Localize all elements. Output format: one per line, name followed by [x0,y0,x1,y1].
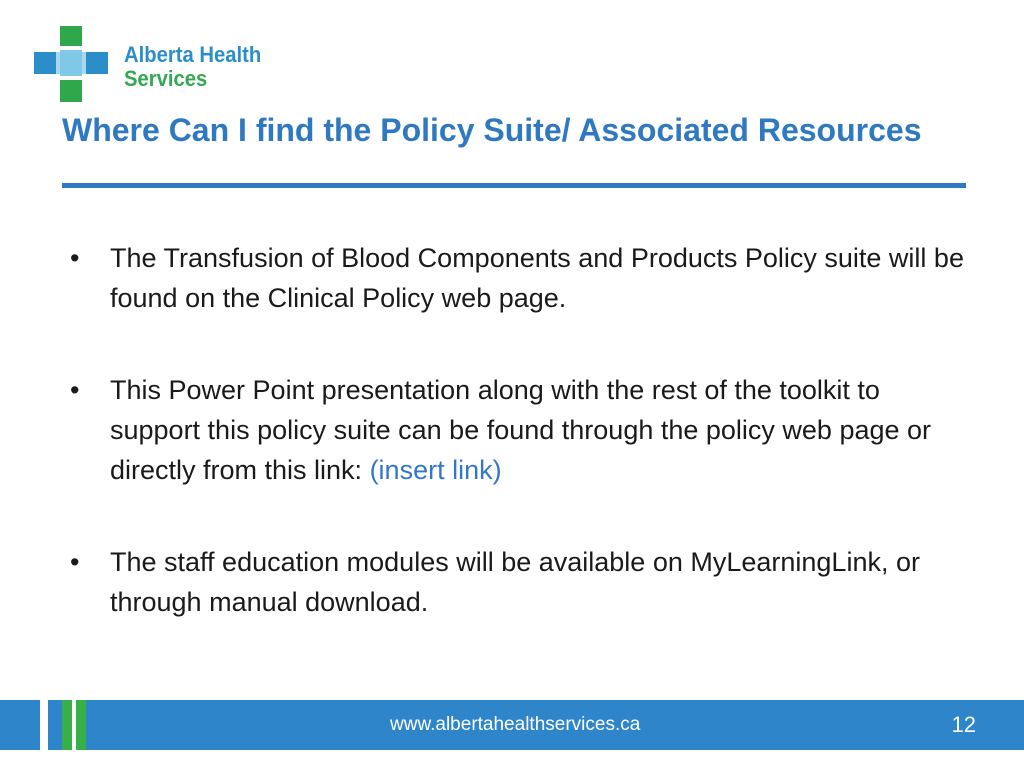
insert-link[interactable]: (insert link) [369,455,502,485]
title-underline [62,183,966,188]
bullet-marker: • [70,243,80,273]
footer-stripe [40,700,48,750]
footer-bar [0,700,1024,750]
bullet-text: The Transfusion of Blood Components and Products Policy suite will be found on the Clinical Policy web page. [110,243,964,313]
logo-line-alberta-health: Alberta Health [124,42,262,67]
ahs-logo [34,26,294,102]
bullet-item-2 [70,370,970,490]
bullet-list [70,238,970,674]
footer-url: www.albertahealthservices.ca [390,714,641,735]
page-number: 12 [951,712,976,737]
logo-line-services: Services [124,66,208,91]
bullet-item-3 [70,542,970,622]
bullet-marker: • [70,375,80,405]
footer-stripe [72,700,76,750]
logo-wordmark [124,43,261,91]
bullet-marker: • [70,547,80,577]
bullet-item-1 [70,238,970,318]
slide-title: Where Can I find the Policy Suite/ Associated Resources [62,112,922,148]
ahs-cross-logo-icon [34,26,108,102]
bullet-text: This Power Point presentation along with the rest of the toolkit to support this policy suite can be found through the policy web page or directly from this link: [110,375,932,485]
bullet-text: The staff education modules will be available on MyLearningLink, or through manual download. [110,547,920,617]
